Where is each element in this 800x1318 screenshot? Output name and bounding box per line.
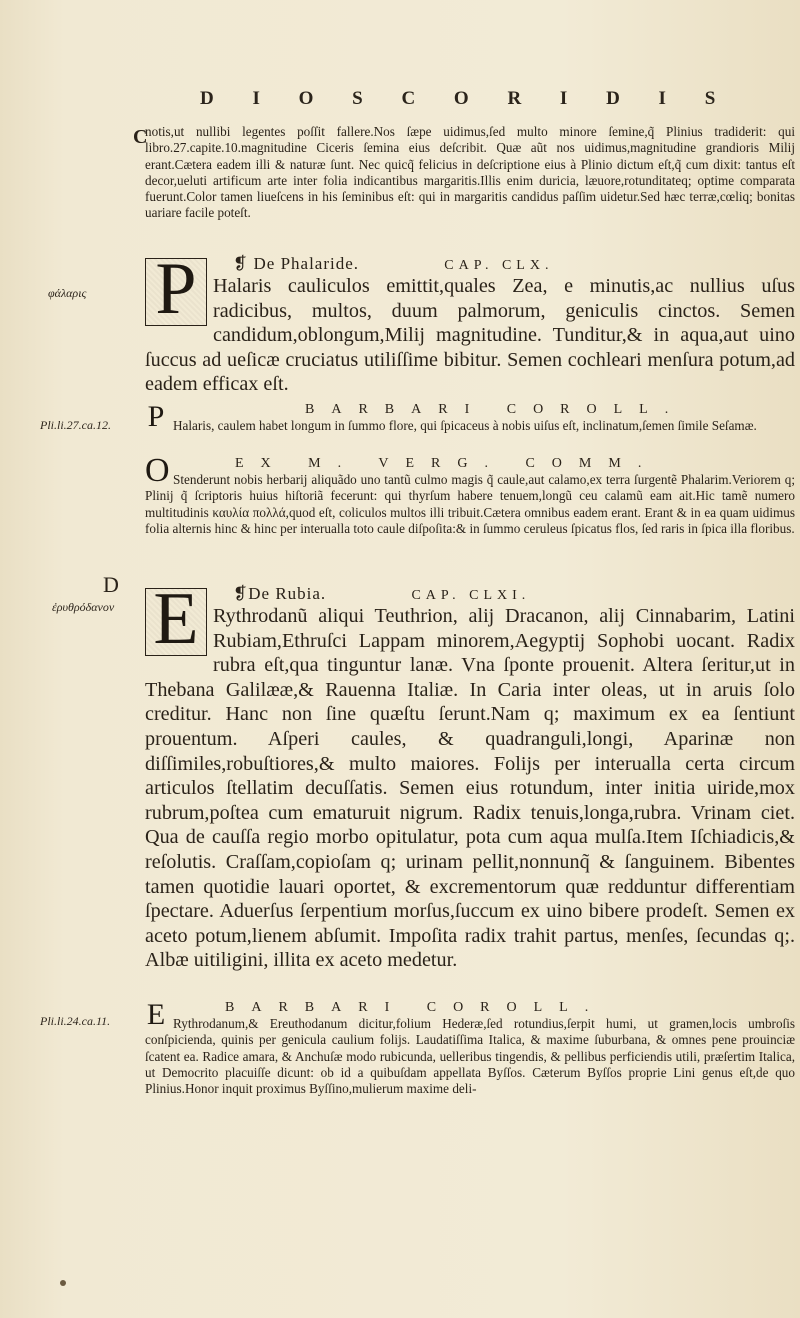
- margin-pliny-ref-2: Pli.li.24.ca.11.: [40, 1014, 111, 1028]
- phalaris-title: De Phalaride.: [253, 254, 360, 273]
- margin-letter-d: D: [103, 572, 119, 597]
- rubia-dropcap: E: [145, 588, 207, 656]
- margin-pliny-ref-1: Pli.li.27.ca.12.: [40, 418, 111, 432]
- margin-greek-phalaris: φάλαρις: [48, 286, 87, 300]
- intro-section: [145, 124, 795, 222]
- phalaris-section: [145, 254, 795, 397]
- running-head: D I O S C O R I D I S: [200, 88, 733, 109]
- barbari-coroll-2: [145, 1000, 795, 1097]
- intro-paragraph: notis,ut nullibi legentes poſſit fallere.Nos ſæpe uidimus,ſed multo minore ſemine,q̃ Plinius tradiderit: qui libro.27.capite.10.magnitudine Ciceris ſemina eius deſcribit. Quæ aũt nos uidimus,magnitudine grandioris Milij erant.Cætera eadem illi & naturæ ſunt. Nec quicq̃ felicius in deſcriptione eius à Plinio dictum eſt,q̃ cum dixit: tantus eſt decor,ueluti artificum arte inter folia indicantibus margaritis.Illis enim duricia, læuore,rotunditateq; optime comparata fuerunt.Color tamen liueſcens in his ſeminibus eſt: qui in margaritis candidus paſſim uidetur.Sed hæc terræ,cœliq; bonitas uariare facile poteſt.: [145, 124, 795, 221]
- barbari-2-dropcap: E: [146, 998, 166, 1031]
- rubia-chapter: CAP. CLXI.: [411, 588, 531, 603]
- barbari-2-text: Rythrodanum,& Ereuthodanum dicitur,folium Hederæ,ſed rotundius,ſerpit humi, ut gramen,locis umbroſis conſpicienda, quinis per genicula caulium folijs. Laudatiſſima Italica, & maxime ſuburbana, & omnes pene prouinciæ ſcatent ea. Radice amara, & Anchuſæ modo rubicunda, uelleribus tingendis, & pellibus perficiendis utili, præſertim Italica, ut Democrito placuiſſe dicunt: ob id a quibuſdam appellata Byſſos. Cæterum Byſſos proprie Lini genus eſt,de quo Plinius.Honor inquit proximus Byſſino,mulierum maxime deli-: [145, 1016, 795, 1097]
- ink-blot: [60, 1280, 66, 1286]
- margin-greek-erythrodanon: ἐρυθρόδανον: [52, 600, 115, 614]
- rubia-title: De Rubia.: [248, 584, 327, 603]
- ex-verg-heading: EX M. VERG. COMM.: [235, 456, 659, 471]
- barbari-1-text: Halaris, caulem habet longum in ſummo flore, qui ſpicaceus à nobis uiſus eſt, inclinatum,ſemen ſimile Seſamæ.: [173, 418, 757, 433]
- signature-mark: C: [133, 126, 148, 148]
- phalaris-chapter: CAP. CLX.: [444, 258, 554, 273]
- phalaris-text: Halaris cauliculos emittit,quales Zea, e minutis,ac nullius uſus radicibus, multos, duum palmorum, geniculis cinctos. Semen candidum,oblongum,Milij magnitudine. Tunditur,& in aqua,aut uino ſuccus ad ueſicæ cruciatus utiliſſime bibitur. Semen cochleari menſura potum,ad eadem efficax eſt.: [145, 275, 795, 396]
- ex-verg-dropcap: O: [145, 452, 170, 489]
- rubia-heading: ❡De Rubia. CAP. CLXI.: [233, 584, 531, 603]
- ex-verg-text: Stenderunt nobis herbarij aliquãdo uno tantũ culmo magis q̃ caule,aut calamo,ex terra ſurgentẽ Phalarim.Veriorem q; Plinij q̃ ſcriptoris huius hiſtoriã fecerunt: qui thyrſum habere tenuem,longũ ceu calamũ eam ait.Hic tamẽ numero multitudinis καυλία πολλά,quod eſt, coliculos multos illi tribuit.Cætera omnibus eadem erant. Erant & in ea quam uidimus folia alternis hinc & hinc per interualla toto caule diſpoſita:& in ſummo ceruleus ſpicatus flos, ſed raris in ſpica illa floribus.: [145, 472, 795, 536]
- barbari-coroll-1: [145, 402, 795, 434]
- ex-verg-comm: [145, 452, 795, 537]
- phalaris-dropcap: P: [145, 258, 207, 326]
- rubia-text: Rythrodanũ aliqui Teuthrion, alij Dracanon, alij Cinnabarim, Latini Rubiam,Ethruſci Lappam minorem,Aegyptij Sophobi uocant. Radix rubra eſt,qua tinguntur lanæ. Vna ſponte prouenit. Altera ſeritur,ut in Thebana Galilææ,& Rauenna Italiæ. In Caria inter oleas, ut in aruis ſolo creditur. Hanc non ſine quæſtu ſerunt.Nam q; maximum ex ea ſentiunt prouentum. Aſperi caules, & quadranguli,longi, Aparinæ non diſſimiles,robuſtiores,& multo maiores. Folijs per interualla certa circum articulos ſtellatim decuſſatis. Semen eius rotundum, inter initia uiride,mox rubrum,poſtea cum ematuruit nigrum. Radix tenuis,longa,rubra. Vrinam ciet. Qua de cauſſa regio morbo opitulatur, pota cum aqua mulſa.Item Iſchiadicis,& reſolutis. Craſſam,copioſam q; urinam pellit,nonnunq̃ & ſanguinem. Bibentes tamen quotidie lauari oportet, & excrementorum quæ redduntur differentiam ſpectare. Aduerſus ſerpentium morſus,ſuccum ex uino bibere prodeſt. Semen ex aceto potum,lienem abſumit. Impoſita radix trahit partus, menſes, ſecundas q;. Albæ uitiligini, illita ex aceto medetur.: [145, 605, 795, 972]
- barbari-1-heading: BARBARI COROLL.: [305, 402, 686, 417]
- barbari-1-dropcap: P: [147, 400, 165, 433]
- barbari-2-heading: BARBARI COROLL.: [225, 1000, 606, 1015]
- rubia-section: [145, 584, 795, 973]
- phalaris-heading: ❡ De Phalaride. CAP. CLX.: [233, 254, 554, 273]
